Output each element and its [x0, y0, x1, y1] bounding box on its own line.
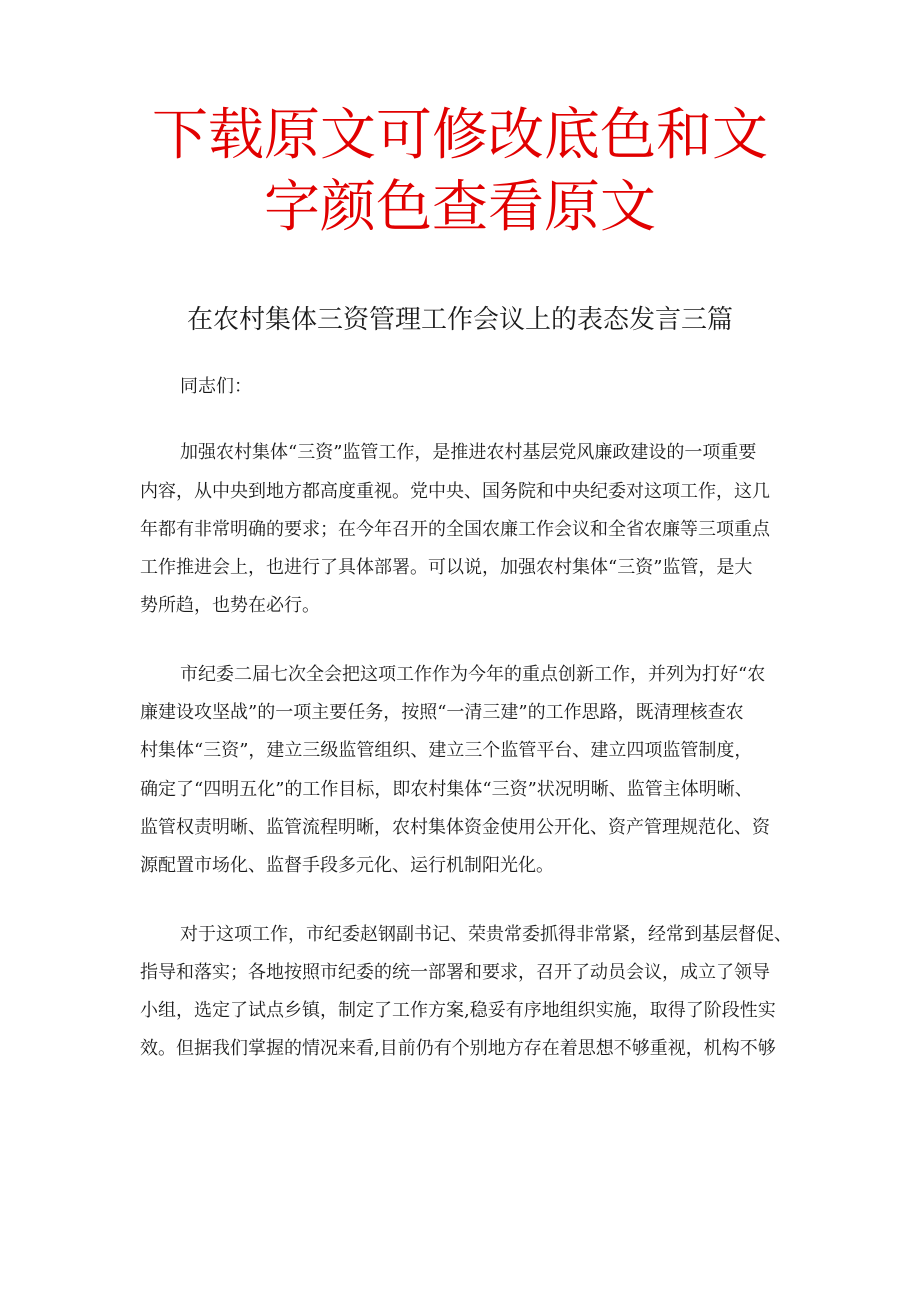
paragraph-line: 源配置市场化、监督手段多元化、运行机制阳光化。 — [140, 855, 554, 877]
paragraph-line: 年都有非常明确的要求；在今年召开的全国农廉工作会议和全省农廉等三项重点 — [140, 518, 770, 540]
banner-line-2: 字颜色查看原文 — [264, 175, 656, 240]
document-title: 在农村集体三资管理工作会议上的表态发言三篇 — [186, 305, 733, 335]
paragraph-line: 势所趋，也势在必行。 — [140, 595, 320, 617]
paragraph-line: 效。但据我们掌握的情况来看,目前仍有个别地方存在着思想不够重视，机构不够 — [140, 1038, 776, 1060]
download-notice-banner[interactable] — [0, 100, 920, 244]
paragraph-line: 指导和落实；各地按照市纪委的统一部署和要求，召开了动员会议，成立了领导 — [140, 961, 770, 983]
paragraph-line: 村集体“三资”，建立三级监管组织、建立三个监管平台、建立四项监管制度， — [140, 740, 753, 762]
paragraph-line: 廉建设攻坚战”的一项主要任务，按照“一清三建”的工作思路，既清理核查农 — [140, 702, 744, 724]
document-body — [140, 368, 804, 1099]
paragraph-3 — [140, 916, 804, 1069]
paragraph-line: 确定了“四明五化”的工作目标，即农村集体“三资”状况明晰、监管主体明晰、 — [140, 778, 753, 800]
paragraph-line: 加强农村集体“三资”监管工作，是推进农村基层党风廉政建设的一项重要 — [180, 442, 757, 464]
salutation: 同志们： — [180, 376, 252, 397]
paragraph-line: 工作推进会上，也进行了具体部署。可以说，加强农村集体“三资”监管，是大 — [140, 557, 753, 579]
paragraph-line: 对于这项工作，市纪委赵钢副书记、荣贵常委抓得非常紧，经常到基层督促、 — [180, 923, 792, 945]
paragraph-line: 内容，从中央到地方都高度重视。党中央、国务院和中央纪委对这项工作，这几 — [140, 480, 770, 502]
paragraph-1 — [140, 434, 804, 625]
paragraph-line: 小组，选定了试点乡镇，制定了工作方案,稳妥有序地组织实施，取得了阶段性实 — [140, 1000, 776, 1022]
banner-line-1: 下载原文可修改底色和文 — [152, 103, 768, 168]
paragraph-line: 市纪委二届七次全会把这项工作作为今年的重点创新工作，并列为打好“农 — [180, 663, 766, 685]
paragraph-line: 监管权责明晰、监管流程明晰，农村集体资金使用公开化、资产管理规范化、资 — [140, 816, 770, 838]
paragraph-2 — [140, 656, 804, 886]
